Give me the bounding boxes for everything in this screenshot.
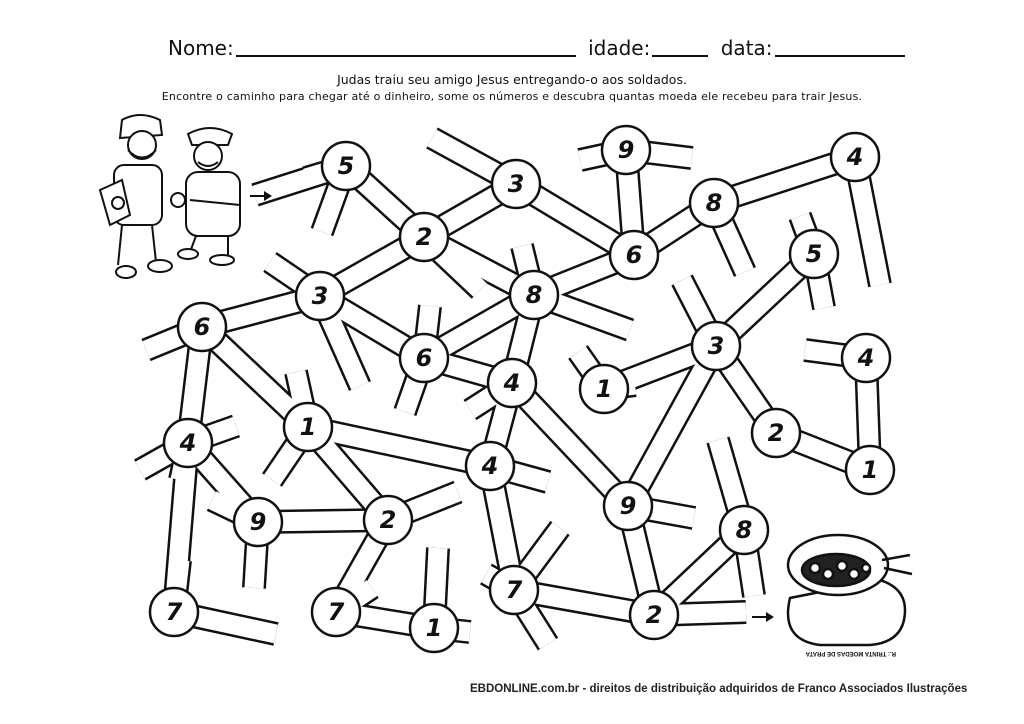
maze-node [322,142,370,190]
maze-node-number: 9 [619,492,637,520]
maze-node-number: 1 [595,375,613,403]
maze-node-number: 9 [249,508,267,536]
maze-node-number: 4 [857,344,875,372]
maze-node [284,403,332,451]
maze-node-number: 6 [193,313,211,341]
maze-node-number: 6 [415,344,433,372]
maze-node [488,359,536,407]
maze-node-number: 1 [861,456,879,484]
maze-node-number: 8 [525,281,543,309]
maze-node [490,566,538,614]
maze-node [234,498,282,546]
maze-node [602,126,650,174]
maze-node [692,322,740,370]
maze-node-number: 4 [503,369,521,397]
maze-node [492,160,540,208]
maze-node [790,230,838,278]
maze-node [846,446,894,494]
maze-node [690,179,738,227]
maze-node-number: 2 [767,419,785,447]
maze-node [466,442,514,490]
maze-node-number: 3 [707,332,725,360]
maze-node-number: 8 [705,189,723,217]
maze-node-number: 1 [425,614,443,642]
maze-node-number: 7 [165,598,183,626]
date-label: data: [720,36,773,60]
footer-credit: EBDONLINE.com.br - direitos de distribuição adquiridos de Franco Associados Ilustrações [470,683,968,695]
maze-node-number: 9 [617,136,635,164]
maze-node-number: 4 [179,429,197,457]
name-label: Nome: [168,36,234,60]
age-label: idade: [588,36,651,60]
money-bag-icon [788,535,912,645]
maze-node [150,588,198,636]
bag-caption: R.: TRINTA MOEDAS DE PRATA [805,650,896,656]
maze-node [580,365,628,413]
maze-node-number: 2 [415,223,433,251]
maze-node-number: 2 [645,601,663,629]
maze-node [164,419,212,467]
maze-node [400,213,448,261]
maze-node-number: 2 [379,506,397,534]
maze-node [610,231,658,279]
instruction-line-2: Encontre o caminho para chegar até o dinheiro, some os números e descubra quantas moeda ele recebeu para trair Jesus. [161,90,863,103]
maze-node-number: 6 [625,241,643,269]
maze-node-number: 3 [311,282,329,310]
maze-node [364,496,412,544]
maze-node-number: 1 [299,413,317,441]
maze-node [410,604,458,652]
end-arrow-icon [752,612,774,622]
maze-node [842,334,890,382]
maze-node [604,482,652,530]
maze-node [312,588,360,636]
maze-node-number: 4 [846,143,864,171]
maze-node-number: 3 [507,170,525,198]
maze-node-number: 7 [505,576,523,604]
maze-node-number: 4 [481,452,499,480]
maze-node [296,272,344,320]
maze-node-number: 8 [735,516,753,544]
maze-node [178,303,226,351]
judas-and-soldier-illustration [100,115,240,278]
maze-node [720,506,768,554]
maze-node [510,271,558,319]
maze-node [752,409,800,457]
instruction-line-1: Judas traiu seu amigo Jesus entregando-o aos soldados. [337,72,687,87]
maze-node [400,334,448,382]
maze-node [831,133,879,181]
maze-node-number: 5 [337,152,355,180]
maze-node-number: 7 [327,598,345,626]
maze-node [630,591,678,639]
maze-node-number: 5 [805,240,823,268]
